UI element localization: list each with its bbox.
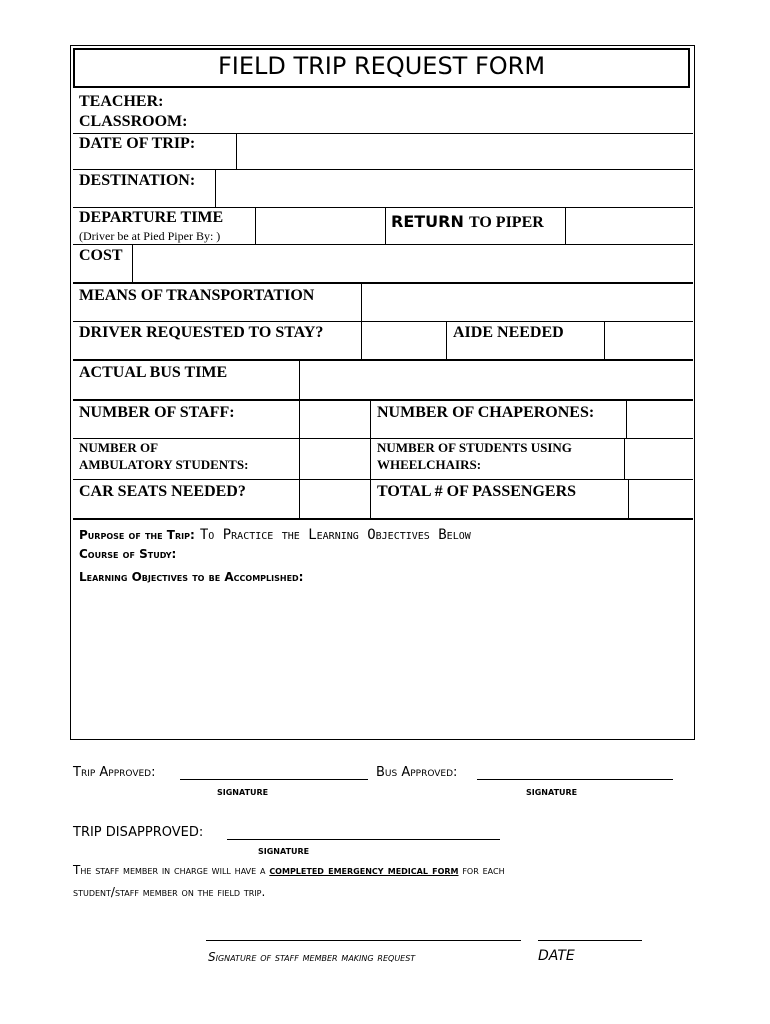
notice-part2: for each [462,863,505,877]
classroom-label: CLASSROOM: [79,113,188,130]
trip-approved-signature-line[interactable] [180,779,368,780]
trip-disapproved-signature-line[interactable] [227,839,500,840]
trip-disapproved-signature-caption: SIGNATURE [258,847,310,856]
wheelchair-field[interactable] [625,439,692,479]
course-of-study-label: Course of Study: [79,547,177,561]
destination-field[interactable] [216,170,692,207]
actual-bus-time-label: ACTUAL BUS TIME [79,364,228,381]
purpose-value: To Practice the Learning Objectives Below [199,527,471,543]
teacher-label: TEACHER: [79,93,164,110]
departure-time-field[interactable] [256,208,384,244]
chaperones-label: NUMBER OF CHAPERONES: [377,404,595,421]
car-seats-label: CAR SEATS NEEDED? [79,483,246,500]
trip-disapproved-label: TRIP DISAPPROVED: [73,825,204,840]
wheelchair-label-line1: NUMBER OF STUDENTS USING [377,440,572,455]
aide-needed-label: AIDE NEEDED [453,324,564,341]
date-caption: DATE [538,948,575,964]
transportation-field[interactable] [362,285,692,321]
destination-label: DESTINATION: [79,172,196,189]
ambulatory-label-line1: NUMBER OF [79,440,159,455]
purpose-row [79,524,471,543]
departure-time-label: DEPARTURE TIME [79,209,224,226]
notice-emphasis: completed emergency medical form [269,863,459,877]
trip-approved-label: Trip Approved: [73,765,156,780]
cost-label: COST [79,247,123,264]
car-seats-field[interactable] [300,480,369,518]
bus-approved-signature-line[interactable] [477,779,673,780]
return-time-field[interactable] [566,208,692,244]
learning-objectives-label: Learning Objectives to be Accomplished: [79,570,304,584]
purpose-label: Purpose of the Trip: [79,528,195,542]
return-label [391,212,544,232]
departure-note: (Driver be at Pied Piper By: ) [79,229,221,243]
emergency-notice [73,863,505,877]
staff-signature-line[interactable] [206,940,521,941]
staff-count-label: NUMBER OF STAFF: [79,404,235,421]
date-of-trip-field[interactable] [237,134,692,169]
return-word: RETURN [391,212,464,231]
page-title: FIELD TRIP REQUEST FORM [217,52,546,80]
bus-approved-label: Bus Approved: [376,765,458,780]
objectives-area[interactable] [74,590,691,735]
ambulatory-field[interactable] [300,439,369,479]
staff-signature-caption: Signature of staff member making request [208,950,416,964]
cost-field[interactable] [133,245,692,282]
staff-date-line[interactable] [538,940,642,941]
wheelchair-label-line2: WHEELCHAIRS: [377,457,482,472]
chaperones-field[interactable] [627,402,692,438]
date-of-trip-label: DATE OF TRIP: [79,135,196,152]
total-passengers-label: TOTAL # OF PASSENGERS [377,483,577,500]
staff-count-field[interactable] [300,402,369,438]
ambulatory-label-line2: AMBULATORY STUDENTS: [79,457,249,472]
emergency-notice-line2: student/staff member on the field trip. [73,885,266,899]
notice-part1: The staff member in charge will have a [73,863,266,877]
driver-stay-label: DRIVER REQUESTED TO STAY? [79,324,324,341]
bus-approved-signature-caption: SIGNATURE [526,788,578,797]
aide-needed-field[interactable] [605,322,692,359]
trip-approved-signature-caption: SIGNATURE [217,788,269,797]
actual-bus-time-field[interactable] [300,362,692,399]
driver-stay-field[interactable] [362,322,445,359]
total-passengers-field[interactable] [629,480,692,518]
means-of-transportation-label: MEANS OF TRANSPORTATION [79,287,315,304]
return-to-label: TO PIPER [468,214,544,231]
